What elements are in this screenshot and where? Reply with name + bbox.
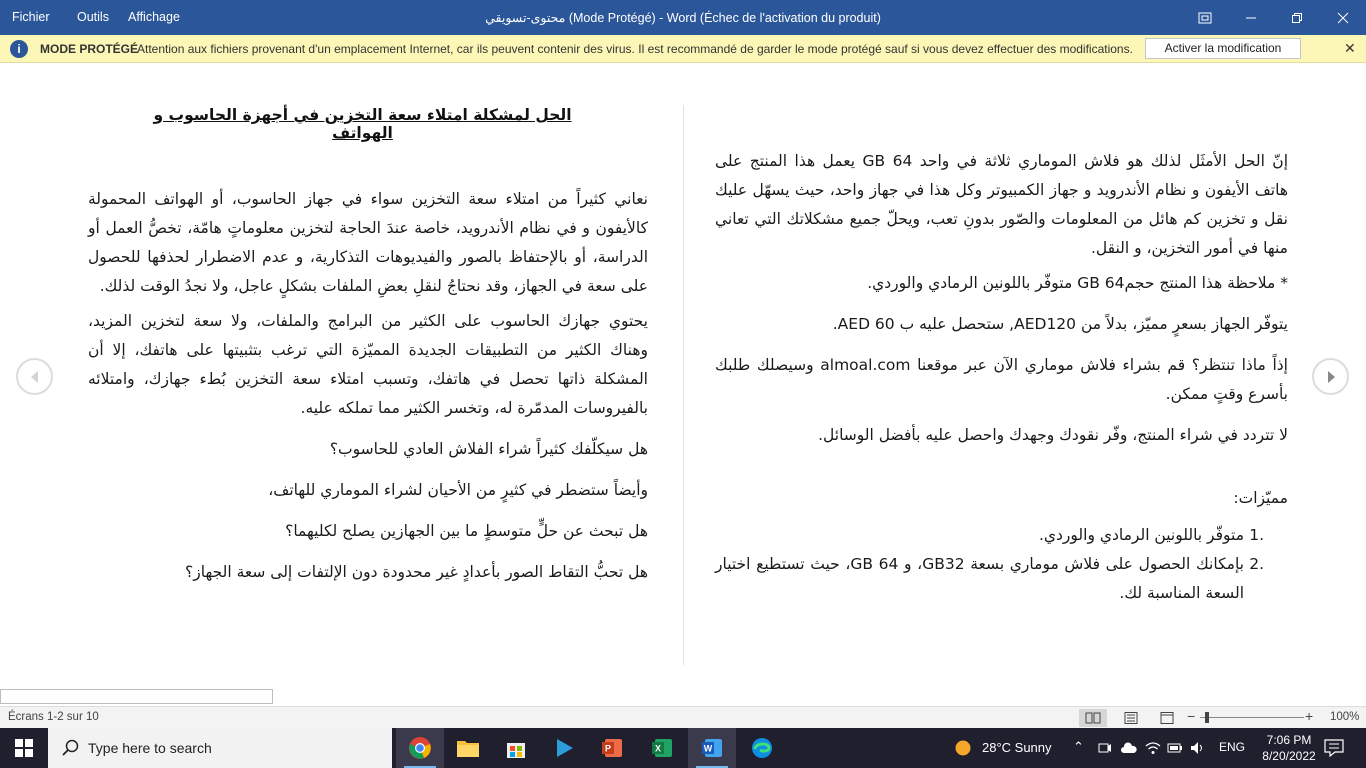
info-shield-icon: i xyxy=(10,40,28,58)
list-item: 1. متوفّر باللونين الرمادي والوردي. xyxy=(1038,526,1264,544)
store-icon xyxy=(505,737,527,759)
protected-view-bar xyxy=(0,35,1366,63)
media-player-app[interactable] xyxy=(540,728,588,768)
paragraph: هل تبحث عن حلٍّ متوسطٍ ما بين الجهازين يصلح لكليهما؟ xyxy=(285,522,648,540)
date: 8/20/2022 xyxy=(1262,749,1316,763)
features-list xyxy=(715,521,1288,608)
close-window-button[interactable] xyxy=(1320,0,1366,35)
restore-button[interactable] xyxy=(1274,0,1320,35)
powerpoint-icon xyxy=(601,737,623,759)
svg-text:X: X xyxy=(654,743,662,754)
paragraph: نعاني كثيراً من امتلاء سعة التخزين سواء في جهاز الحاسوب، أو الهواتف المحمولة كالأيفون و في نظام الأندرويد، خاصة عندَ الحاجة لتخزين معلوماتٍ هامّة، تخصُّ العمل أو الدراسة، أو بالإحتفاظ بالصور والفيديوهات التذكارية، و عدم الاضطرار لحذفها للحصول على سعة في الجهاز، وقد نحتاجُ لنقلِ بعضِ الملفات بشكلٍ عاجل، ولا نجدُ الوقت لذلك. xyxy=(88,190,648,295)
paragraph: هل تحبُّ التقاط الصور بأعدادٍ غير محدودة دون الإلتفات إلى سعة الجهاز؟ xyxy=(185,563,648,581)
list-item: 2. بإمكانك الحصول على فلاش موماري بسعة GB32، و GB 64، حيث تستطيع اختيار السعة المناسبة لك. xyxy=(715,555,1264,602)
sun-icon xyxy=(954,739,972,757)
paragraph: لا تتردد في شراء المنتج، وفّر نقودك وجهدك واحصل عليه بأفضل الوسائل. xyxy=(818,426,1288,444)
paragraph: هل سيكلّفك كثيراً شراء الفلاش العادي للحاسوب؟ xyxy=(329,440,648,458)
zoom-in-button[interactable]: + xyxy=(1305,708,1314,724)
paragraph: وأيضاً ستضطر في كثيرٍ من الأحيان لشراء الموماري للهاتف، xyxy=(268,481,648,499)
book-icon xyxy=(1085,712,1101,724)
zoom-level[interactable]: 100% xyxy=(1330,711,1360,723)
zoom-out-button[interactable]: − xyxy=(1187,708,1196,724)
zoom-slider-track[interactable] xyxy=(1200,717,1304,718)
excel-icon xyxy=(651,737,673,759)
menu-fichier[interactable]: Fichier xyxy=(12,10,50,24)
reading-view xyxy=(0,63,1366,689)
taskbar xyxy=(0,728,1366,768)
paragraph: إذاً ماذا تنتظر؟ قم بشراء فلاش موماري الآن عبر موقعنا almoal.com وسيصلك طلبك بأسرع وقتٍ ممكن. xyxy=(715,356,1288,403)
time: 7:06 PM xyxy=(1266,733,1312,747)
web-icon xyxy=(1160,712,1174,724)
svg-text:W: W xyxy=(703,743,713,754)
word-icon xyxy=(701,737,723,759)
powerpoint-app[interactable] xyxy=(588,728,636,768)
read-mode-button[interactable] xyxy=(1079,709,1107,727)
web-layout-button[interactable] xyxy=(1153,709,1181,727)
menu-outils[interactable]: Outils xyxy=(77,10,109,24)
right-page xyxy=(715,147,1288,608)
document-title: الحل لمشكلة امتلاء سعة التخزين في أجهزة الحاسوب و الهواتف xyxy=(153,106,572,142)
page-icon xyxy=(1124,712,1138,724)
fit-screen-icon[interactable] xyxy=(1182,0,1228,35)
horizontal-scrollbar[interactable] xyxy=(0,689,273,704)
cloud-icon[interactable] xyxy=(1121,742,1137,754)
notifications-icon[interactable] xyxy=(1324,739,1344,757)
play-icon xyxy=(553,737,575,759)
volume-icon[interactable] xyxy=(1190,741,1206,755)
chevron-up-icon[interactable]: ⌃ xyxy=(1073,739,1084,754)
file-explorer-app[interactable] xyxy=(444,728,492,768)
meet-now-icon[interactable] xyxy=(1098,741,1112,755)
left-page xyxy=(88,185,648,599)
svg-text:P: P xyxy=(604,743,612,754)
status-bar xyxy=(0,706,1366,728)
minimize-button[interactable] xyxy=(1228,0,1274,35)
language-indicator[interactable]: ENG xyxy=(1219,740,1246,754)
enable-editing-button[interactable]: Activer la modification xyxy=(1145,38,1301,59)
search-placeholder: Type here to search xyxy=(88,740,212,756)
paragraph: يتوفّر الجهاز بسعرٍ مميّز، بدلاً من AED120, ستحصل عليه ب AED 60. xyxy=(832,315,1288,333)
wifi-icon[interactable] xyxy=(1145,741,1161,755)
word-app[interactable] xyxy=(688,728,736,768)
clock[interactable] xyxy=(1258,732,1320,764)
close-bar-icon[interactable]: ✕ xyxy=(1344,40,1356,56)
next-screen-button[interactable] xyxy=(1312,358,1349,395)
battery-icon[interactable] xyxy=(1167,741,1183,755)
menu-affichage[interactable]: Affichage xyxy=(128,10,180,24)
page-divider xyxy=(683,105,684,665)
previous-screen-button[interactable] xyxy=(16,358,53,395)
title-bar xyxy=(0,0,1366,35)
chevron-right-icon xyxy=(1325,370,1337,384)
paragraph: يحتوي جهازك الحاسوب على الكثير من البرامج والملفات، ولا سعة لتخزين المزيد، وهناك الكثير من التطبيقات الجديدة المميّزة التي ترغب بتثبيتها على هاتفك، إلا أن المشكلة ذاتها تحصل في هاتفك، وتسبب امتلاء سعة التخزين بُطء جهازك، وامتلائه بالفيروسات المدمّرة له، وتخسر الكثير مما تملكه عليه. xyxy=(88,312,648,417)
folder-icon xyxy=(456,738,480,758)
print-layout-button[interactable] xyxy=(1117,709,1145,727)
chrome-icon xyxy=(408,736,432,760)
excel-app[interactable] xyxy=(638,728,686,768)
chevron-left-icon xyxy=(29,370,41,384)
taskbar-search-box[interactable] xyxy=(48,728,392,768)
edge-icon xyxy=(751,737,773,759)
screen-count: Écrans 1-2 sur 10 xyxy=(8,711,99,723)
paragraph: إنّ الحل الأمثَل لذلك هو فلاش الموماري ثلاثة في واحد 64 GB يعمل هذا المنتج على هاتف الأيفون و نظام الأندرويد و جهاز الكمبيوتر وكل هذا في جهاز واحد، حيث يسهّل عليك نقل و تخزين كم هائل من المعلومات والصّور بدونِ تعب، ويحلّ جميع مشكلاتك التي تعاني منها في أمور التخزين، و النقل. xyxy=(715,152,1288,257)
zoom-slider-thumb[interactable] xyxy=(1205,712,1209,723)
window-title: محتوى-تسويقي (Mode Protégé) - Word (Échec de l'activation du produit) xyxy=(485,11,881,25)
search-icon xyxy=(62,739,80,757)
protected-mode-message: Attention aux fichiers provenant d'un emplacement Internet, car ils peuvent contenir des virus. Il est recommandé de garder le mode protégé sauf si vous devez effectuer des modifications. xyxy=(137,42,1133,56)
start-button[interactable] xyxy=(0,728,48,768)
chrome-app[interactable] xyxy=(396,728,444,768)
store-app[interactable] xyxy=(492,728,540,768)
edge-app[interactable] xyxy=(738,728,786,768)
weather-text[interactable]: 28°C Sunny xyxy=(982,740,1052,755)
protected-mode-label: MODE PROTÉGÉ xyxy=(40,42,139,56)
features-heading: مميّزات: xyxy=(1233,489,1288,507)
paragraph: * ملاحظة هذا المنتج حجم64 GB متوفّر باللونين الرمادي والوردي. xyxy=(867,274,1288,292)
windows-icon xyxy=(15,739,33,757)
